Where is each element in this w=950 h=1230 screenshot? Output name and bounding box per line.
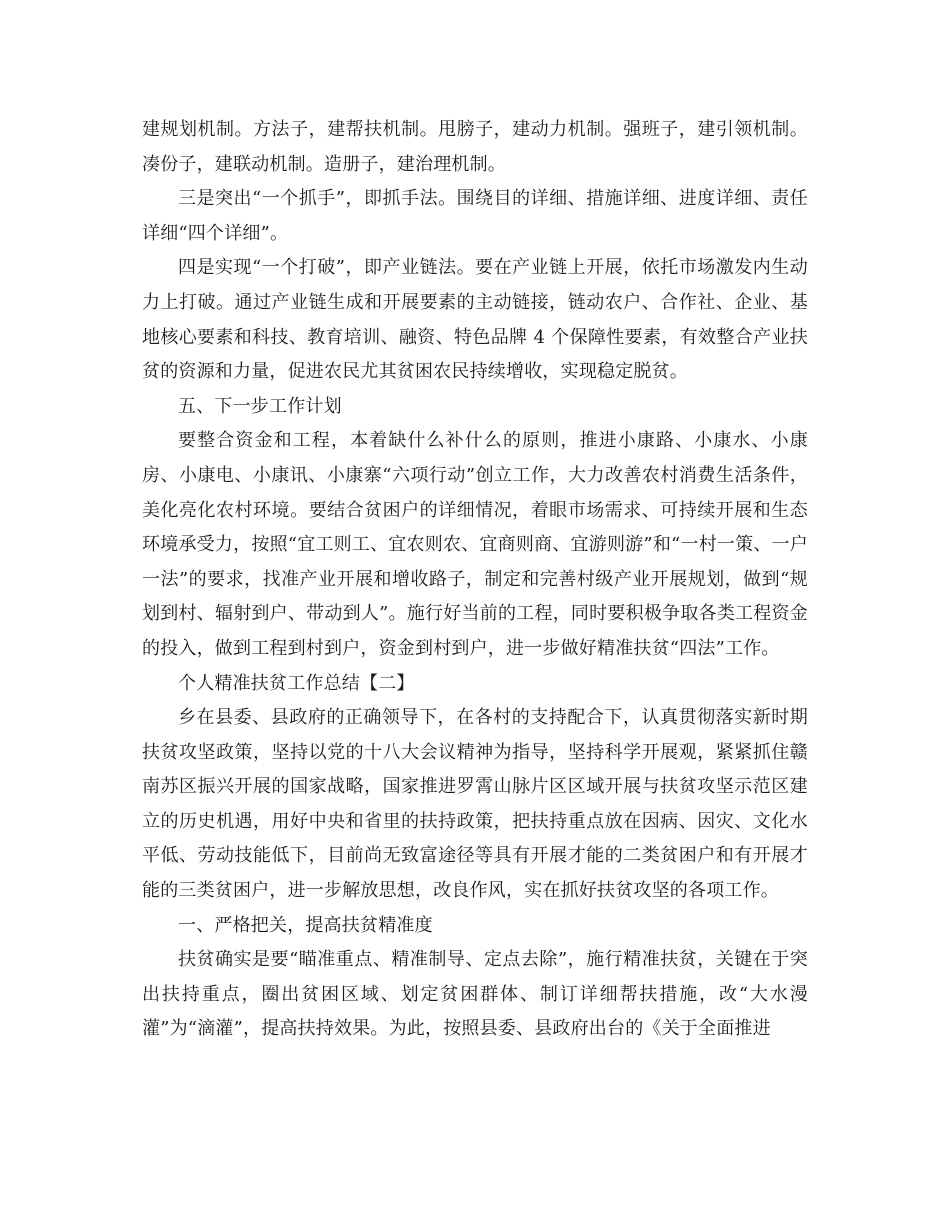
section-heading-one: 一、严格把关，提高扶贫精准度 xyxy=(178,914,433,936)
paragraph-precision: 扶贫确实是要“瞄准重点、精准制导、定点去除”，施行精准扶贫，关键在于突出扶持重点，圈出贫困区域、划定贫困群体、制订详细帮扶措施，改“大水漫灌”为“滴灌”，提高扶持效果。为此，按照县委、县政府出台的《关于全面推进 xyxy=(142,949,808,1040)
paragraph-next-plan: 要整合资金和工程，本着缺什么补什么的原则，推进小康路、小康水、小康房、小康电、小康讯、小康寨“六项行动”创立工作，大力改善农村消费生活条件，美化亮化农村环境。要结合贫困户的详细情况，着眼市场需求、可持续开展和生态环境承受力，按照“宜工则工、宜农则农、宜商则商、宜游则游”和“一村一策、一户一法”的要求，找准产业开展和增收路子，制定和完善村级产业开展规划，做到“规划到村、辐射到户、带动到人”。施行好当前的工程，同时要积极争取各类工程资金的投入，做到工程到村到户，资金到村到户，进一步做好精准扶贫“四法”工作。 xyxy=(142,430,808,659)
paragraph-continuation: 建规划机制。方法子，建帮扶机制。甩膀子，建动力机制。强班子，建引领机制。凑份子，建联动机制。造册子，建治理机制。 xyxy=(142,119,808,175)
paragraph-intro: 乡在县委、县政府的正确领导下，在各村的支持配合下，认真贯彻落实新时期扶贫攻坚政策，坚持以党的十八大会议精神为指导，坚持科学开展观，紧紧抓住赣南苏区振兴开展的国家战略，国家推进罗霄山脉片区区域开展与扶贫攻坚示范区建立的历史机遇，用好中央和省里的扶持政策，把扶持重点放在因病、因灾、文化水平低、劳动技能低下，目前尚无致富途径等具有开展才能的二类贫困户和有开展才能的三类贫困户，进一步解放思想，改良作风，实在抓好扶贫攻坚的各项工作。 xyxy=(142,707,808,902)
paragraph-point-three: 三是突出“一个抓手”，即抓手法。围绕目的详细、措施详细、进度详细、责任详细“四个详细”。 xyxy=(142,188,808,244)
section-heading-next-plan: 五、下一步工作计划 xyxy=(178,395,342,417)
document-body xyxy=(142,113,808,1047)
article-title-two: 个人精准扶贫工作总结【二】 xyxy=(178,672,415,694)
paragraph-point-four: 四是实现“一个打破”，即产业链法。要在产业链上开展，依托市场激发内生动力上打破。通过产业链生成和开展要素的主动链接，链动农户、合作社、企业、基地核心要素和科技、教育培训、融资、特色品牌 4 个保障性要素，有效整合产业扶贫的资源和力量，促进农民尤其贫困农民持续增收，实现稳定脱贫。 xyxy=(142,257,808,383)
